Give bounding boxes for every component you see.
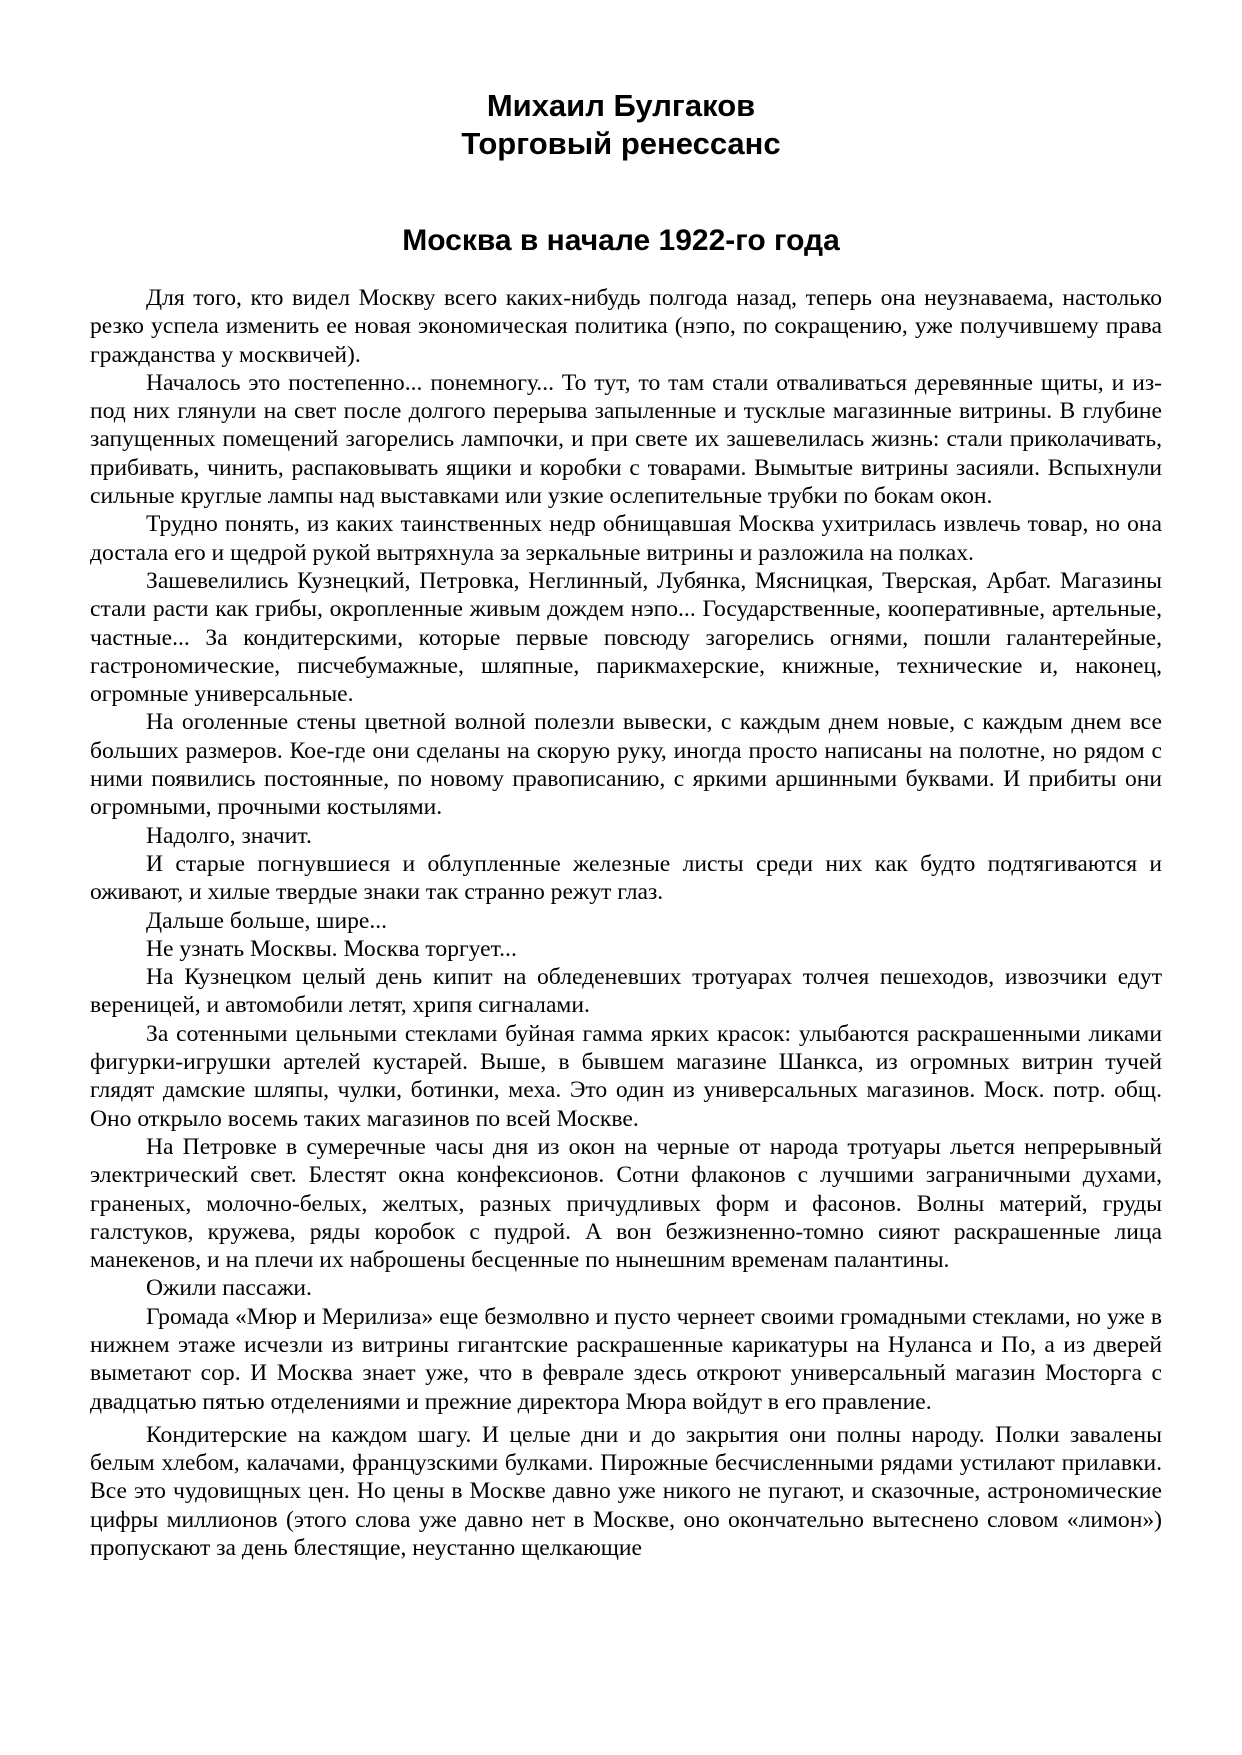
paragraph: На Петровке в сумеречные часы дня из окон на черные от народа тротуары льется непрерывный электрический свет. Блестят окна конфексионов. Сотни флаконов с лучшими заграничными духами, граненых, молочно-белых, желтых, разных причудливых форм и фасонов. Волны материй, груды галстуков, кружева, ряды коробок с пудрой. А вон безжизненно-томно сияют раскрашенные лица манекенов, и на плечи их наброшены бесценные по нынешним временам палантины. [90,1133,1162,1274]
paragraph: Для того, кто видел Москву всего каких-нибудь полгода назад, теперь она неузнаваема, настолько резко успела изменить ее новая экономическая политика (нэпо, по сокращению, уже получившему права гражданства у москвичей). [90,285,1162,368]
paragraph: Кондитерские на каждом шагу. И целые дни и до закрытия они полны народу. Полки завалены белым хлебом, калачами, французскими булками. Пирожные бесчисленными рядами устилают прилавки. Все это чудовищных цен. Но цены в Москве давно уже никого не пугают, и сказочные, астрономические цифры миллионов (этого слова уже давно нет в Москве, оно окончательно вытеснено словом «лимон») пропускают за день блестящие, неустанно щелкающие [90,1421,1162,1562]
chapter-title: Москва в начале 1922-го года [402,224,840,257]
paragraph: Трудно понять, из каких таинственных недр обнищавшая Москва ухитрилась извлечь товар, но она достала его и щедрой рукой вытряхнула за зеркальные витрины и разложила на полках. [90,511,1162,566]
paragraph: Дальше больше, шире... [146,907,388,934]
paragraph: Зашевелились Кузнецкий, Петровка, Неглинный, Лубянка, Мясницкая, Тверская, Арбат. Магазины стали расти как грибы, окропленные живым дождем нэпо... Государственные, кооперативные, артельные, частные... За кондитерскими, которые первые повсюду загорелись огнями, пошли галантерейные, гастрономические, писчебумажные, шляпные, парикмахерские, книжные, технические и, наконец, огромные универсальные. [90,567,1162,708]
paragraph: И старые погнувшиеся и облупленные железные листы среди них как будто подтягиваются и оживают, и хилые твердые знаки так странно режут глаз. [90,850,1162,906]
paragraph: Началось это постепенно... понемногу... То тут, то там стали отваливаться деревянные щиты, и из-под них глянули на свет после долгого перерыва запыленные и тусклые магазинные витрины. В глубине запущенных помещений загорелись лампочки, и при свете их зашевелилась жизнь: стали приколачивать, прибивать, чинить, распаковывать ящики и коробки с товарами. Вымытые витрины засияли. Вспыхнули сильные круглые лампы над выставками или узкие ослепительные трубки по бокам окон. [90,369,1162,510]
paragraph: Громада «Мюр и Мерилиза» еще безмолвно и пусто чернеет своими громадными стеклами, но уже в нижнем этаже исчезли из витрины гигантские раскрашенные карикатуры на Нуланса и По, а из дверей выметают сор. И Москва знает уже, что в феврале здесь откроют универсальный магазин Мосторга с двадцатью пятью отделениями и прежние директора Мюра войдут в его правление. [90,1303,1162,1415]
paragraph: На Кузнецком целый день кипит на обледеневших тротуарах толчея пешеходов, извозчики едут вереницей, и автомобили летят, хрипя сигналами. [90,964,1162,1019]
paragraph: Надолго, значит. [146,822,312,849]
author-name: Михаил Булгаков [486,88,756,123]
body-text [90,284,1162,1562]
paragraph: За сотенными цельными стеклами буйная гамма ярких красок: улыбаются раскрашенными ликами фигурки-игрушки артелей кустарей. Выше, в бывшем магазине Шанкса, из огромных витрин тучей глядят дамские шляпы, чулки, ботинки, меха. Это один из универсальных магазинов. Моск. потр. общ. Оно открыло восемь таких магазинов по всей Москве. [90,1020,1162,1132]
paragraph: Ожили пассажи. [146,1275,312,1302]
paragraph: На оголенные стены цветной волной полезли вывески, с каждым днем новые, с каждым днем все больших размеров. Кое-где они сделаны на скорую руку, иногда просто написаны на полотне, но рядом с ними появились постоянные, по новому правописанию, с яркими аршинными буквами. И прибиты они огромными, прочными костылями. [90,709,1162,821]
work-title: Торговый ренессанс [461,126,781,161]
paragraph: Не узнать Москвы. Москва торгует... [146,935,517,962]
